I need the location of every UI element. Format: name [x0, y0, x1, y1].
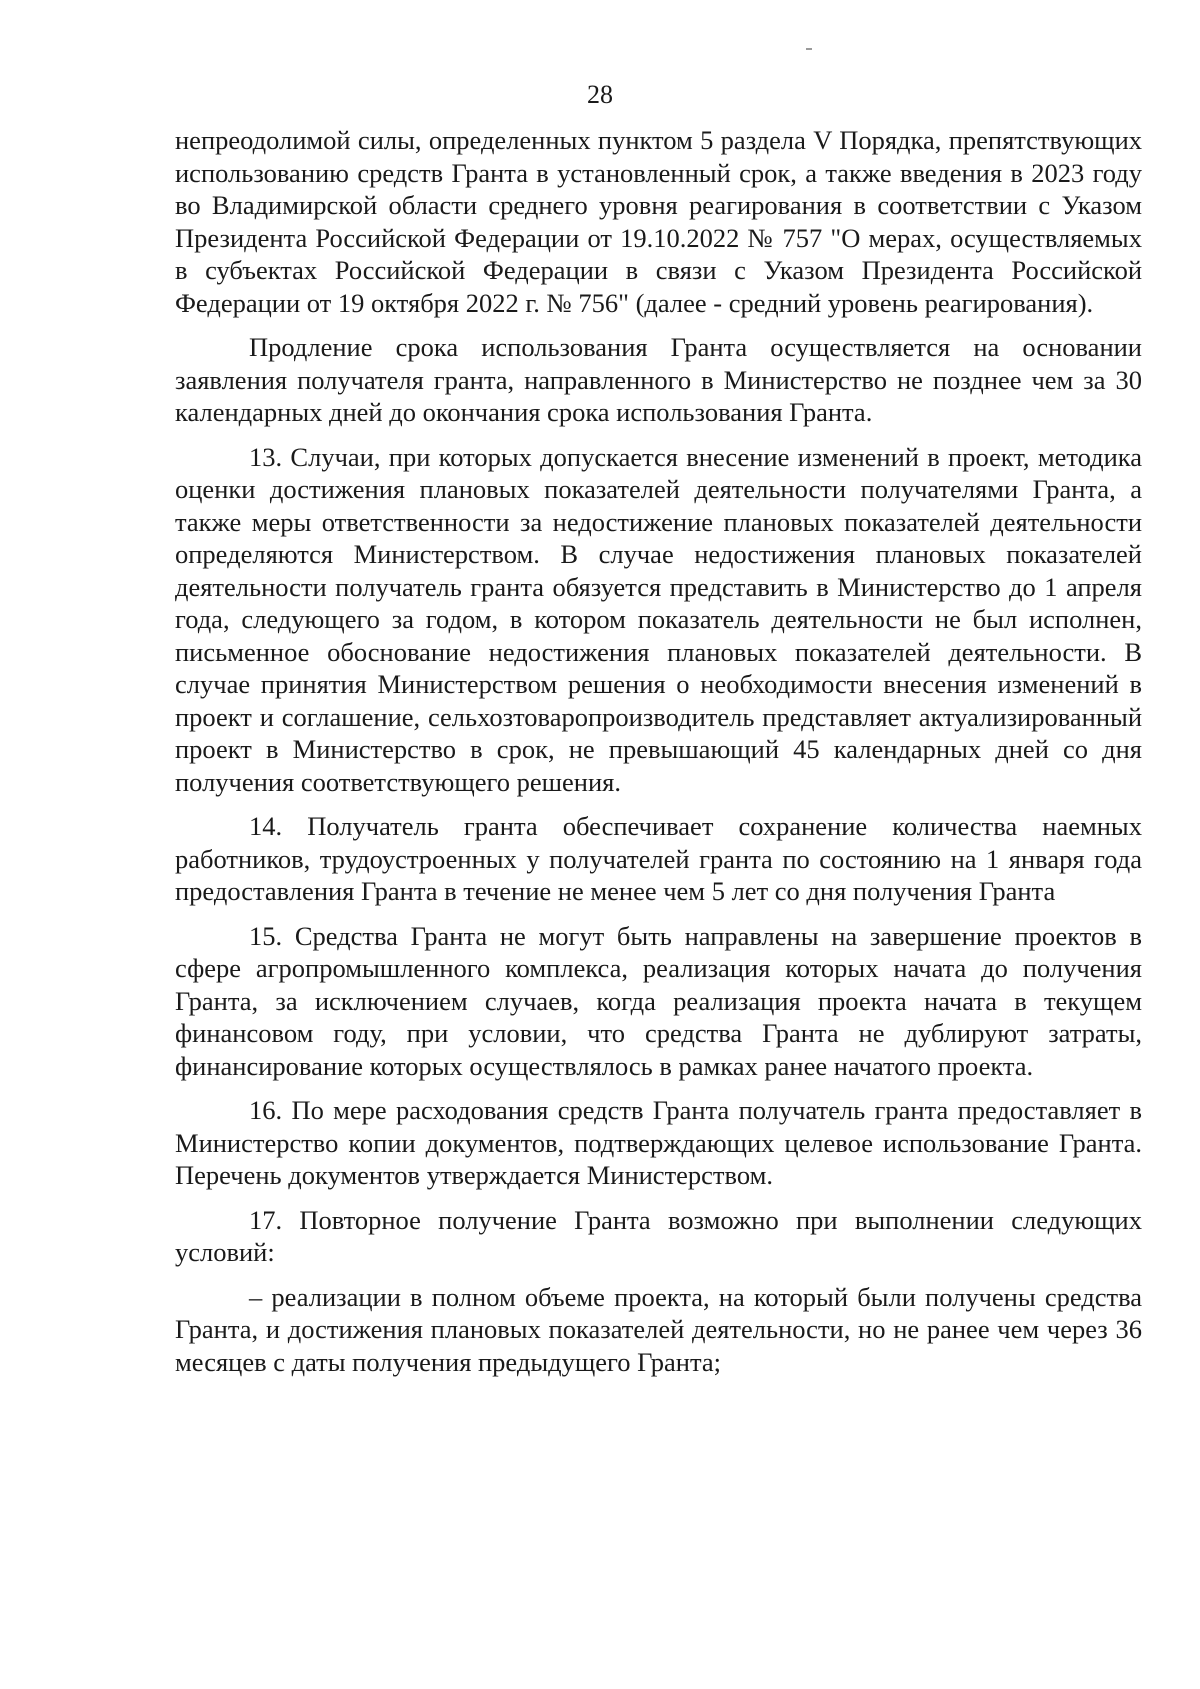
- list-item-condition-1: – реализации в полном объеме проекта, на который были получены средства Гранта, и достижения плановых показателей деятельности, но не ранее чем через 36 месяцев с даты получения предыдущего Гранта;: [175, 1281, 1142, 1377]
- paragraph-16: 16. По мере расходования средств Гранта получатель гранта предоставляет в Министерство копии документов, подтверждающих целевое использование Гранта. Перечень документов утверждается Министерством.: [175, 1095, 1142, 1190]
- paragraph-grant-extension: Продление срока использования Гранта осуществляется на основании заявления получателя гранта, направленного в Министерство не позднее чем за 30 календарных дней до окончания срока использования Гранта.: [175, 332, 1142, 427]
- paragraph-14: 14. Получатель гранта обеспечивает сохранение количества наемных работников, трудоустроенных у получателей гранта по состоянию на 1 января года предоставления Гранта в течение не менее чем 5 лет со дня получения Гранта: [175, 811, 1142, 906]
- paragraph-force-majeure-continuation: непреодолимой силы, определенных пунктом 5 раздела V Порядка, препятствующих использованию средств Гранта в установленный срок, а также введения в 2023 году во Владимирской области среднего уровня реагирования в соответствии с Указом Президента Российской Федерации от 19.10.2022 № 757 "О мерах, осуществляемых в субъектах Российской Федерации в связи с Указом Президента Российской Федерации от 19 октября 2022 г. № 756" (далее - средний уровень реагирования).: [175, 125, 1142, 318]
- paragraph-15: 15. Средства Гранта не могут быть направлены на завершение проектов в сфере агропромышленного комплекса, реализация которых начата до получения Гранта, за исключением случаев, когда реализация проекта начата в текущем финансовом году, при условии, что средства Гранта не дублируют затраты, финансирование которых осуществлялось в рамках ранее начатого проекта.: [175, 920, 1142, 1081]
- page-number: 28: [587, 80, 613, 109]
- document-body: [175, 124, 1142, 1390]
- paragraph-17: 17. Повторное получение Гранта возможно при выполнении следующих условий:: [175, 1204, 1142, 1267]
- scan-artifact: [806, 48, 812, 50]
- paragraph-13: 13. Случаи, при которых допускается внесение изменений в проект, методика оценки достижения плановых показателей деятельности получателями Гранта, а также меры ответственности за недостижение плановых показателей деятельности определяются Министерством. В случае недостижения плановых показателей деятельности получатель гранта обязуется представить в Министерство до 1 апреля года, следующего за годом, в котором показатель деятельности не был исполнен, письменное обоснование недостижения плановых показателей деятельности. В случае принятия Министерством решения о необходимости внесения изменений в проект и соглашение, сельхозтоваропроизводитель представляет актуализированный проект в Министерство в срок, не превышающий 45 календарных дней со дня получения соответствующего решения.: [175, 441, 1142, 797]
